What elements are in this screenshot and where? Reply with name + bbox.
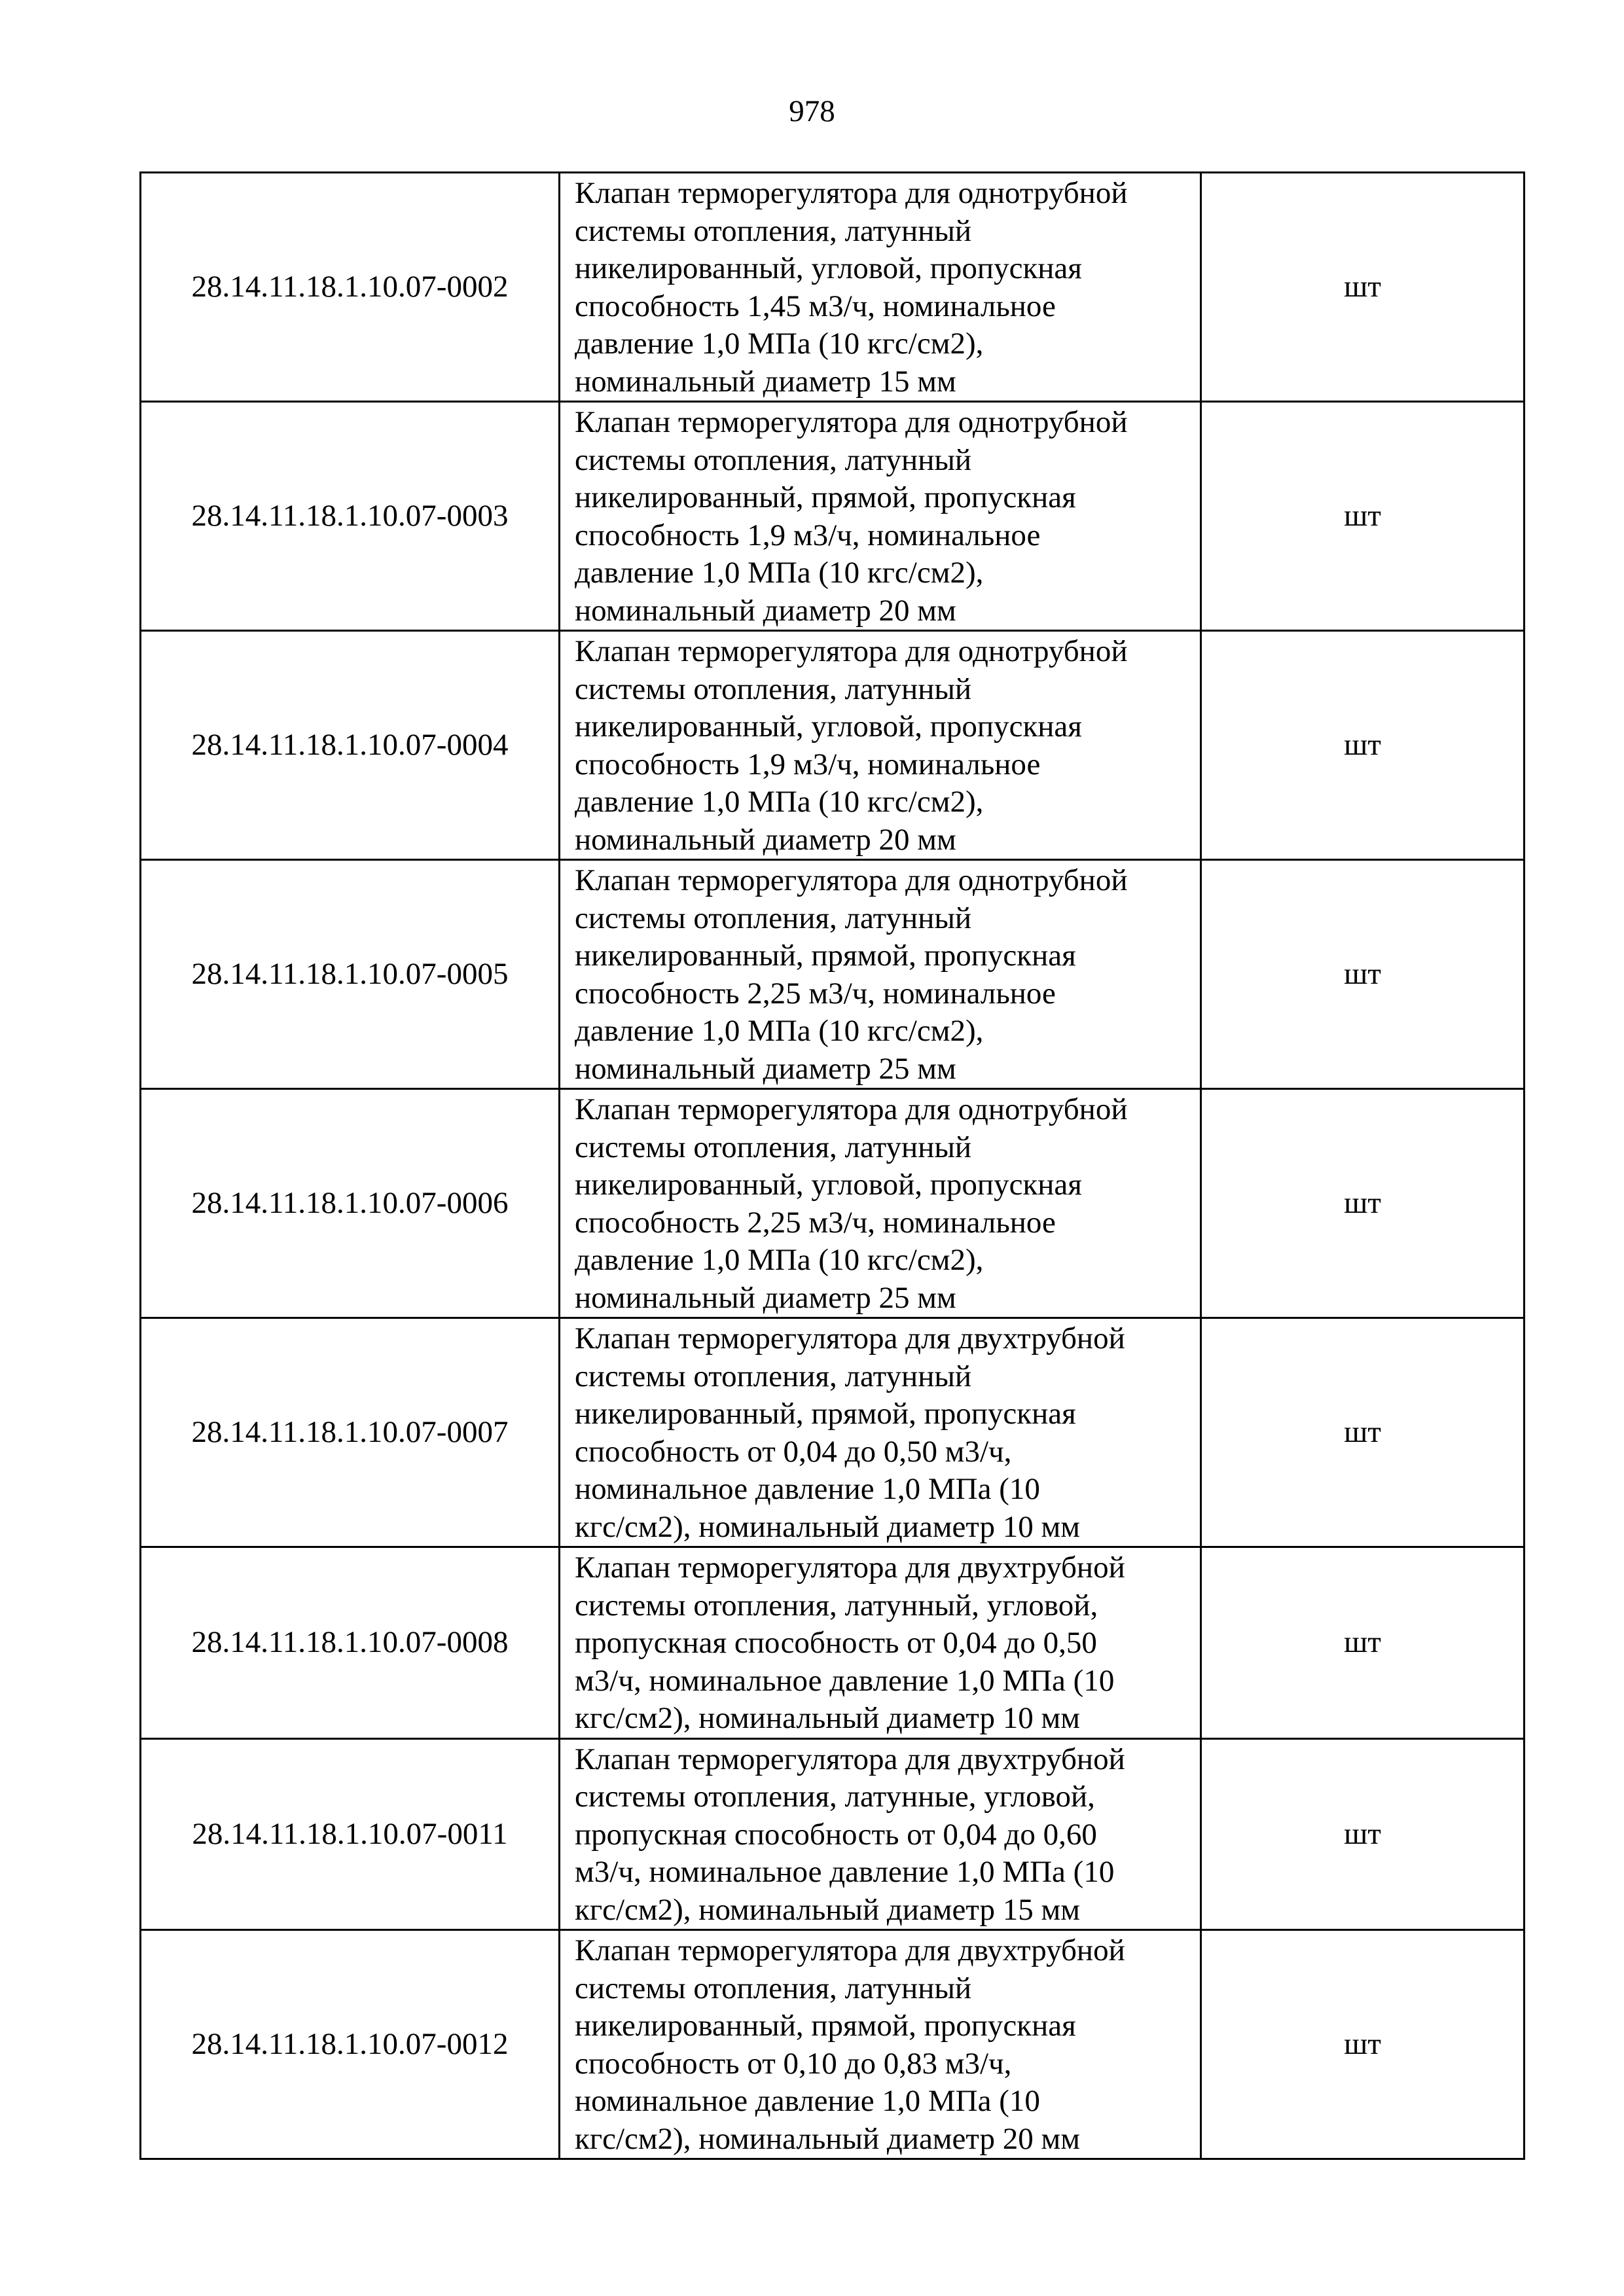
table-row [141,1318,1525,1547]
resource-code: 28.14.11.18.1.10.07-0012 [141,1930,560,2159]
table-row [141,173,1525,402]
unit-of-measure: шт [1201,1738,1525,1930]
unit-of-measure: шт [1201,1089,1525,1318]
resource-description: Клапан терморегулятора для двухтрубной системы отопления, латунный, угловой, пропускная способность от 0,04 до 0,50 м3/ч, номинальное давление 1,0 МПа (10 кгс/см2), номинальный диаметр 10 мм [560,1547,1201,1739]
resource-code: 28.14.11.18.1.10.07-0006 [141,1089,560,1318]
table-row [141,860,1525,1089]
page-number: 978 [789,94,835,128]
unit-of-measure: шт [1201,1318,1525,1547]
resource-code: 28.14.11.18.1.10.07-0004 [141,631,560,860]
resource-description: Клапан терморегулятора для однотрубной системы отопления, латунный никелированный, угловой, пропускная способность 2,25 м3/ч, номинальное давление 1,0 МПа (10 кгс/см2), номинальный диаметр 25 мм [560,1089,1201,1318]
table-row [141,402,1525,631]
table-row [141,1738,1525,1930]
table-row [141,1547,1525,1739]
table-row [141,631,1525,860]
resource-description: Клапан терморегулятора для двухтрубной системы отопления, латунный никелированный, прямой, пропускная способность от 0,04 до 0,50 м3/ч, номинальное давление 1,0 МПа (10 кгс/см2), номинальный диаметр 10 мм [560,1318,1201,1547]
table-row [141,1930,1525,2159]
unit-of-measure: шт [1201,631,1525,860]
resource-description: Клапан терморегулятора для двухтрубной системы отопления, латунные, угловой, пропускная способность от 0,04 до 0,60 м3/ч, номинальное давление 1,0 МПа (10 кгс/см2), номинальный диаметр 15 мм [560,1738,1201,1930]
resource-table [139,171,1525,2160]
resource-description: Клапан терморегулятора для двухтрубной системы отопления, латунный никелированный, прямой, пропускная способность от 0,10 до 0,83 м3/ч, номинальное давление 1,0 МПа (10 кгс/см2), номинальный диаметр 20 мм [560,1930,1201,2159]
unit-of-measure: шт [1201,1930,1525,2159]
unit-of-measure: шт [1201,402,1525,631]
resource-code: 28.14.11.18.1.10.07-0007 [141,1318,560,1547]
unit-of-measure: шт [1201,1547,1525,1739]
resource-code: 28.14.11.18.1.10.07-0011 [141,1738,560,1930]
resource-description: Клапан терморегулятора для однотрубной системы отопления, латунный никелированный, угловой, пропускная способность 1,45 м3/ч, номинальное давление 1,0 МПа (10 кгс/см2), номинальный диаметр 15 мм [560,173,1201,402]
resource-table-body [141,173,1525,2159]
resource-code: 28.14.11.18.1.10.07-0008 [141,1547,560,1739]
resource-description: Клапан терморегулятора для однотрубной системы отопления, латунный никелированный, прямой, пропускная способность 2,25 м3/ч, номинальное давление 1,0 МПа (10 кгс/см2), номинальный диаметр 25 мм [560,860,1201,1089]
unit-of-measure: шт [1201,860,1525,1089]
resource-description: Клапан терморегулятора для однотрубной системы отопления, латунный никелированный, прямой, пропускная способность 1,9 м3/ч, номинальное давление 1,0 МПа (10 кгс/см2), номинальный диаметр 20 мм [560,402,1201,631]
resource-description: Клапан терморегулятора для однотрубной системы отопления, латунный никелированный, угловой, пропускная способность 1,9 м3/ч, номинальное давление 1,0 МПа (10 кгс/см2), номинальный диаметр 20 мм [560,631,1201,860]
resource-code: 28.14.11.18.1.10.07-0005 [141,860,560,1089]
resource-code: 28.14.11.18.1.10.07-0003 [141,402,560,631]
unit-of-measure: шт [1201,173,1525,402]
resource-code: 28.14.11.18.1.10.07-0002 [141,173,560,402]
table-row [141,1089,1525,1318]
